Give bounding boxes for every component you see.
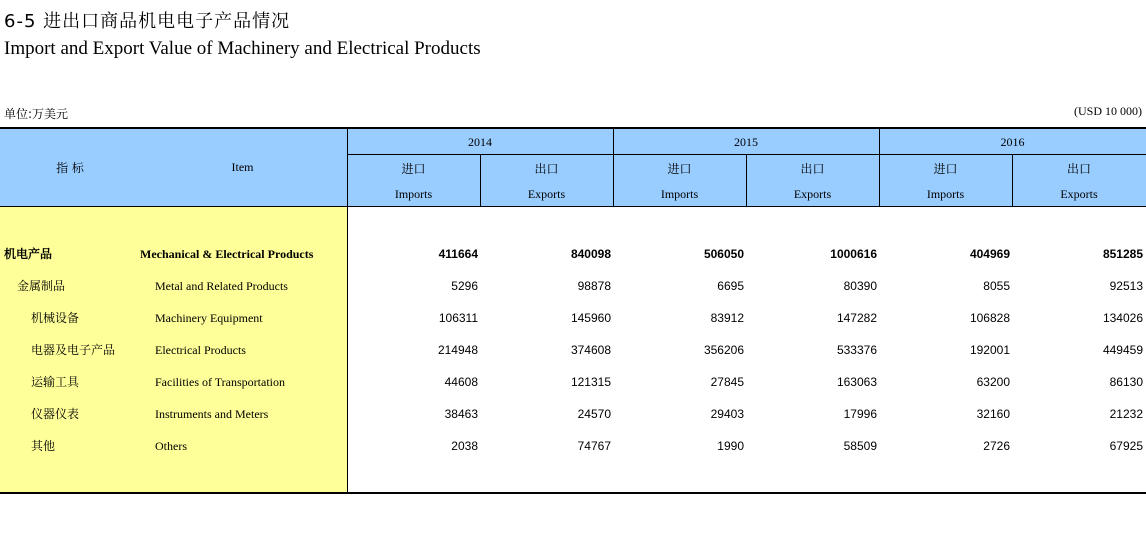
value-2014-exports: 98878 <box>577 279 611 293</box>
value-2014-exports: 74767 <box>577 439 611 453</box>
header-imports-en: Imports <box>926 187 965 201</box>
value-2016-exports: 67925 <box>1109 439 1143 453</box>
unit-label-english: (USD 10 000) <box>1074 104 1142 118</box>
header-exports-en: Exports <box>527 187 566 201</box>
value-2015-imports: 27845 <box>710 375 744 389</box>
value-2014-exports: 121315 <box>570 375 611 389</box>
value-2015-exports: 163063 <box>836 375 877 389</box>
header-exports-zh: 出口 <box>1066 162 1091 176</box>
value-2016-exports: 449459 <box>1102 343 1143 357</box>
row-label-en: Facilities of Transportation <box>155 375 285 389</box>
value-2015-exports: 1000616 <box>830 247 877 261</box>
value-2015-exports: 80390 <box>843 279 877 293</box>
row-label-zh: 其他 <box>31 439 56 453</box>
value-2016-exports: 92513 <box>1109 279 1143 293</box>
value-2014-imports: 106311 <box>438 311 478 325</box>
value-2015-imports: 506050 <box>703 247 744 261</box>
value-2014-imports: 2038 <box>451 439 478 453</box>
header-exports-zh: 出口 <box>800 162 825 176</box>
table-row <box>0 302 1146 334</box>
value-2014-imports: 44608 <box>444 375 478 389</box>
value-2016-imports: 2726 <box>983 439 1010 453</box>
value-2014-imports: 214948 <box>437 343 478 357</box>
table-row <box>0 430 1146 462</box>
value-2015-imports: 356206 <box>703 343 744 357</box>
header-imports-zh: 进口 <box>667 162 692 176</box>
unit-label-chinese: 单位:万美元 <box>4 107 69 121</box>
table-row <box>0 238 1146 270</box>
header-imports-zh: 进口 <box>933 162 958 176</box>
header-imports-zh: 进口 <box>401 162 426 176</box>
table-row <box>0 270 1146 302</box>
row-label-zh: 运输工具 <box>31 375 80 389</box>
header-exports-zh: 出口 <box>534 162 559 176</box>
header-exports-en: Exports <box>1060 187 1098 201</box>
value-2014-imports: 411664 <box>438 247 478 261</box>
value-2016-imports: 106828 <box>969 311 1010 325</box>
table-top-rule <box>0 127 1146 129</box>
value-2016-imports: 32160 <box>976 407 1010 421</box>
value-2014-imports: 5296 <box>451 279 478 293</box>
value-2015-exports: 58509 <box>843 439 877 453</box>
value-2014-exports: 840098 <box>570 247 611 261</box>
table-row <box>0 366 1146 398</box>
header-indicator: 指 标 <box>56 161 84 175</box>
row-label-en: Metal and Related Products <box>155 279 288 293</box>
value-2015-imports: 6695 <box>717 279 744 293</box>
table-bottom-rule <box>0 492 1146 494</box>
header-year-2015: 2015 <box>734 135 758 149</box>
table-row <box>0 398 1146 430</box>
row-label-en: Machinery Equipment <box>155 311 263 325</box>
value-2016-imports: 192001 <box>969 343 1010 357</box>
page-title-english: Import and Export Value of Machinery and Electrical Products <box>4 38 481 59</box>
row-label-zh: 机电产品 <box>4 247 53 261</box>
value-2014-exports: 374608 <box>570 343 611 357</box>
value-2014-imports: 38463 <box>444 407 478 421</box>
value-2016-imports: 8055 <box>983 279 1010 293</box>
header-exports-en: Exports <box>793 187 832 201</box>
value-2015-exports: 17996 <box>843 407 877 421</box>
row-label-en: Instruments and Meters <box>155 407 269 421</box>
value-2016-exports: 21232 <box>1109 407 1143 421</box>
value-2015-exports: 533376 <box>836 343 877 357</box>
value-2016-imports: 404969 <box>969 247 1010 261</box>
table-row <box>0 334 1146 366</box>
header-year-2016: 2016 <box>1000 135 1025 149</box>
value-2014-exports: 24570 <box>577 407 611 421</box>
row-label-zh: 仪器仪表 <box>31 407 80 421</box>
row-label-en: Others <box>155 439 187 453</box>
value-2016-imports: 63200 <box>976 375 1010 389</box>
row-label-zh: 机械设备 <box>31 311 80 325</box>
value-2016-exports: 86130 <box>1109 375 1143 389</box>
value-2014-exports: 145960 <box>570 311 611 325</box>
row-label-en: Mechanical & Electrical Products <box>140 247 314 261</box>
value-2015-imports: 83912 <box>710 311 744 325</box>
header-bottom-line <box>0 206 1146 207</box>
value-2015-imports: 1990 <box>717 439 744 453</box>
value-2016-exports: 134026 <box>1102 311 1143 325</box>
value-2015-exports: 147282 <box>836 311 877 325</box>
header-item: Item <box>231 160 254 174</box>
header-imports-en: Imports <box>394 187 433 201</box>
row-label-zh: 电器及电子产品 <box>31 343 116 357</box>
page-title-chinese: 6-5 进出口商品机电电子产品情况 <box>4 11 291 32</box>
header-imports-en: Imports <box>660 187 699 201</box>
row-label-en: Electrical Products <box>155 343 246 357</box>
header-year-2014: 2014 <box>468 135 492 149</box>
value-2015-imports: 29403 <box>710 407 744 421</box>
row-label-zh: 金属制品 <box>17 279 66 293</box>
value-2016-exports: 851285 <box>1102 247 1143 261</box>
